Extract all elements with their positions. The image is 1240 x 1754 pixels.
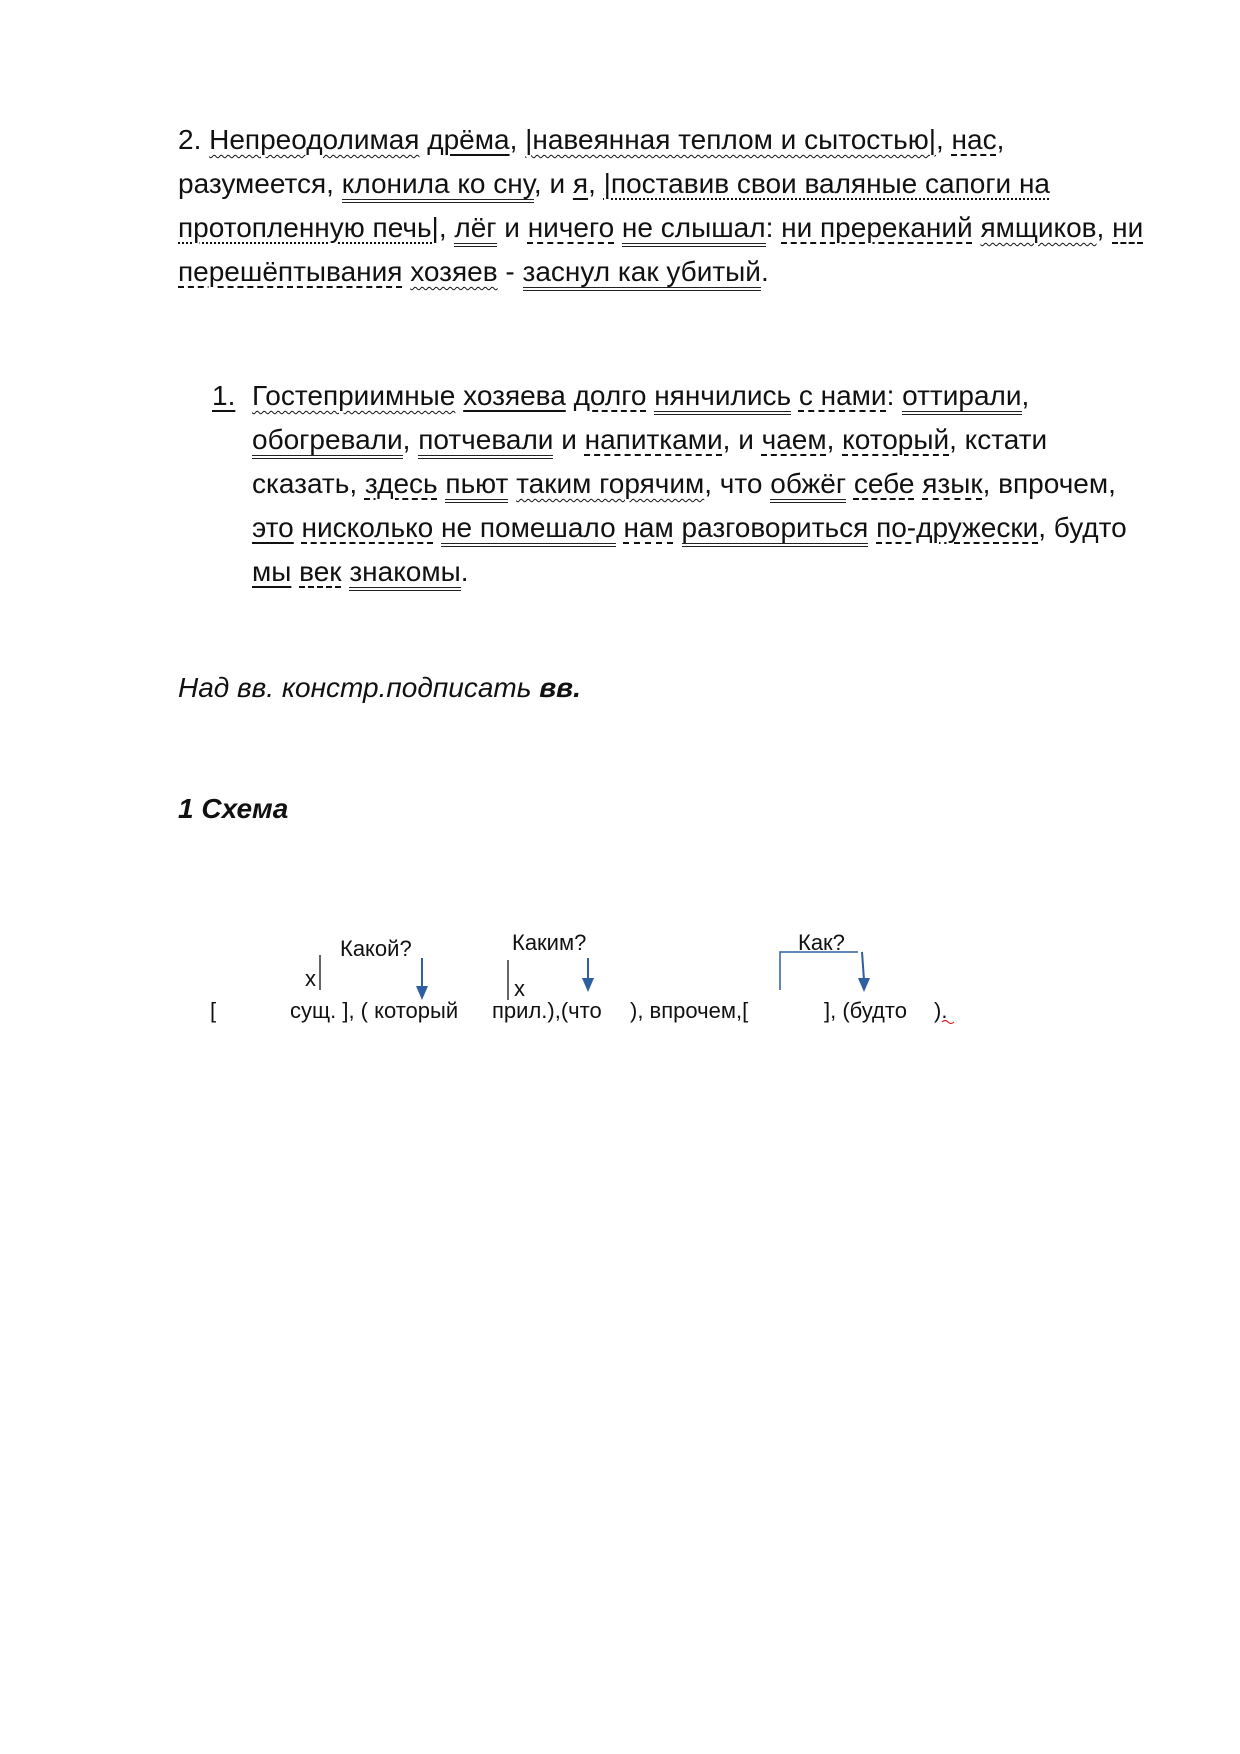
word: ямщиков — [980, 212, 1097, 243]
punct: . — [460, 556, 469, 587]
word: по-дружески — [876, 512, 1039, 543]
word: не слышал — [622, 212, 766, 247]
paragraph-number: 2. — [178, 124, 202, 155]
word: потчевали — [418, 424, 553, 459]
punct: , — [1096, 212, 1105, 243]
word: оттирали — [902, 380, 1021, 415]
word: мы — [252, 556, 292, 587]
scheme-segment: сущ. ], ( который — [290, 998, 459, 1023]
punct: . — [760, 256, 769, 287]
scheme-segment: прил.),(что — [492, 998, 602, 1023]
word: я — [572, 168, 589, 199]
punct: , — [1021, 380, 1030, 411]
paragraph-1 — [212, 374, 1132, 594]
scheme-segment: ], (будто — [824, 998, 907, 1023]
punct: и — [504, 212, 520, 243]
punct: : — [765, 212, 774, 243]
punct: , — [402, 424, 411, 455]
scheme-x-mark: х — [514, 976, 525, 1001]
sentence-scheme — [0, 900, 1240, 1060]
word: обжёг — [770, 468, 846, 503]
word: нас — [951, 124, 997, 155]
word: язык — [922, 468, 983, 499]
word: не помешало — [441, 512, 616, 547]
participial-phrase: |навеянная теплом и сытостью| — [525, 124, 936, 155]
punct: и — [561, 424, 577, 455]
word: век — [299, 556, 342, 587]
word: обогревали — [252, 424, 403, 459]
scheme-x-mark: х — [305, 966, 316, 991]
punct: , кстати сказать, — [252, 424, 1048, 499]
paragraph-2 — [178, 118, 1148, 294]
punct: , впрочем, — [982, 468, 1116, 499]
word: ничего — [527, 212, 615, 243]
punct: , — [509, 124, 518, 155]
word: разговориться — [682, 512, 869, 547]
scheme-segment: ). — [934, 998, 948, 1023]
punct: , будто — [1038, 512, 1127, 543]
scheme-arrow-head — [858, 978, 870, 992]
scheme-lines — [0, 900, 1240, 1060]
note-text: Над вв. констр.подписать — [178, 672, 532, 703]
word: нянчились — [654, 380, 791, 415]
scheme-arrow-line — [862, 952, 864, 980]
word: клонила ко сну — [342, 168, 534, 203]
word: Непреодолимая — [209, 124, 420, 155]
word: нисколько — [301, 512, 434, 543]
word: себе — [853, 468, 915, 499]
paragraph-body — [252, 374, 1132, 594]
word: заснул как убитый — [523, 256, 761, 291]
punct: : — [886, 380, 895, 411]
word: долго — [573, 380, 647, 411]
word: с нами — [798, 380, 887, 411]
punct: , — [438, 212, 447, 243]
word: чаем — [761, 424, 827, 455]
word: лёг — [454, 212, 496, 247]
instruction-note — [178, 672, 581, 704]
scheme-bracket — [780, 952, 858, 990]
question-kakim: Каким? — [512, 930, 587, 955]
introductory-word: разумеется, — [178, 168, 334, 199]
scheme-arrow-head — [582, 978, 594, 992]
word: это — [252, 512, 294, 543]
punct: - — [505, 256, 515, 287]
word: ни пререканий — [781, 212, 973, 243]
punct: , — [588, 168, 596, 199]
word: таким горячим — [516, 468, 705, 499]
punct: , что — [704, 468, 763, 499]
word: хозяева — [463, 380, 566, 411]
note-bold: вв. — [539, 672, 581, 703]
adverbial-phrase: |поставив свои валяные сапоги на протопленную печь| — [178, 168, 1050, 243]
word: напитками — [584, 424, 723, 455]
punct: , и — [722, 424, 754, 455]
punct: , — [996, 124, 1005, 155]
word: дрёма — [427, 124, 510, 155]
word: нам — [623, 512, 674, 543]
question-kak: Как? — [798, 930, 845, 955]
punct: , и — [533, 168, 566, 199]
scheme-heading: 1 Схема — [178, 793, 289, 824]
scheme-segment: ), впрочем,[ — [630, 998, 749, 1023]
punct: , — [935, 124, 944, 155]
word: который — [842, 424, 950, 455]
word: хозяев — [410, 256, 498, 287]
word: Гостеприимные — [252, 380, 456, 411]
question-kakoy: Какой? — [340, 936, 412, 961]
word: здесь — [364, 468, 438, 499]
word: пьют — [445, 468, 508, 503]
list-number: 1. — [212, 380, 236, 411]
scheme-bracket-open: [ — [210, 998, 217, 1023]
word: ни перешёптывания — [178, 212, 1144, 287]
punct: , — [826, 424, 835, 455]
word: знакомы — [349, 556, 460, 591]
